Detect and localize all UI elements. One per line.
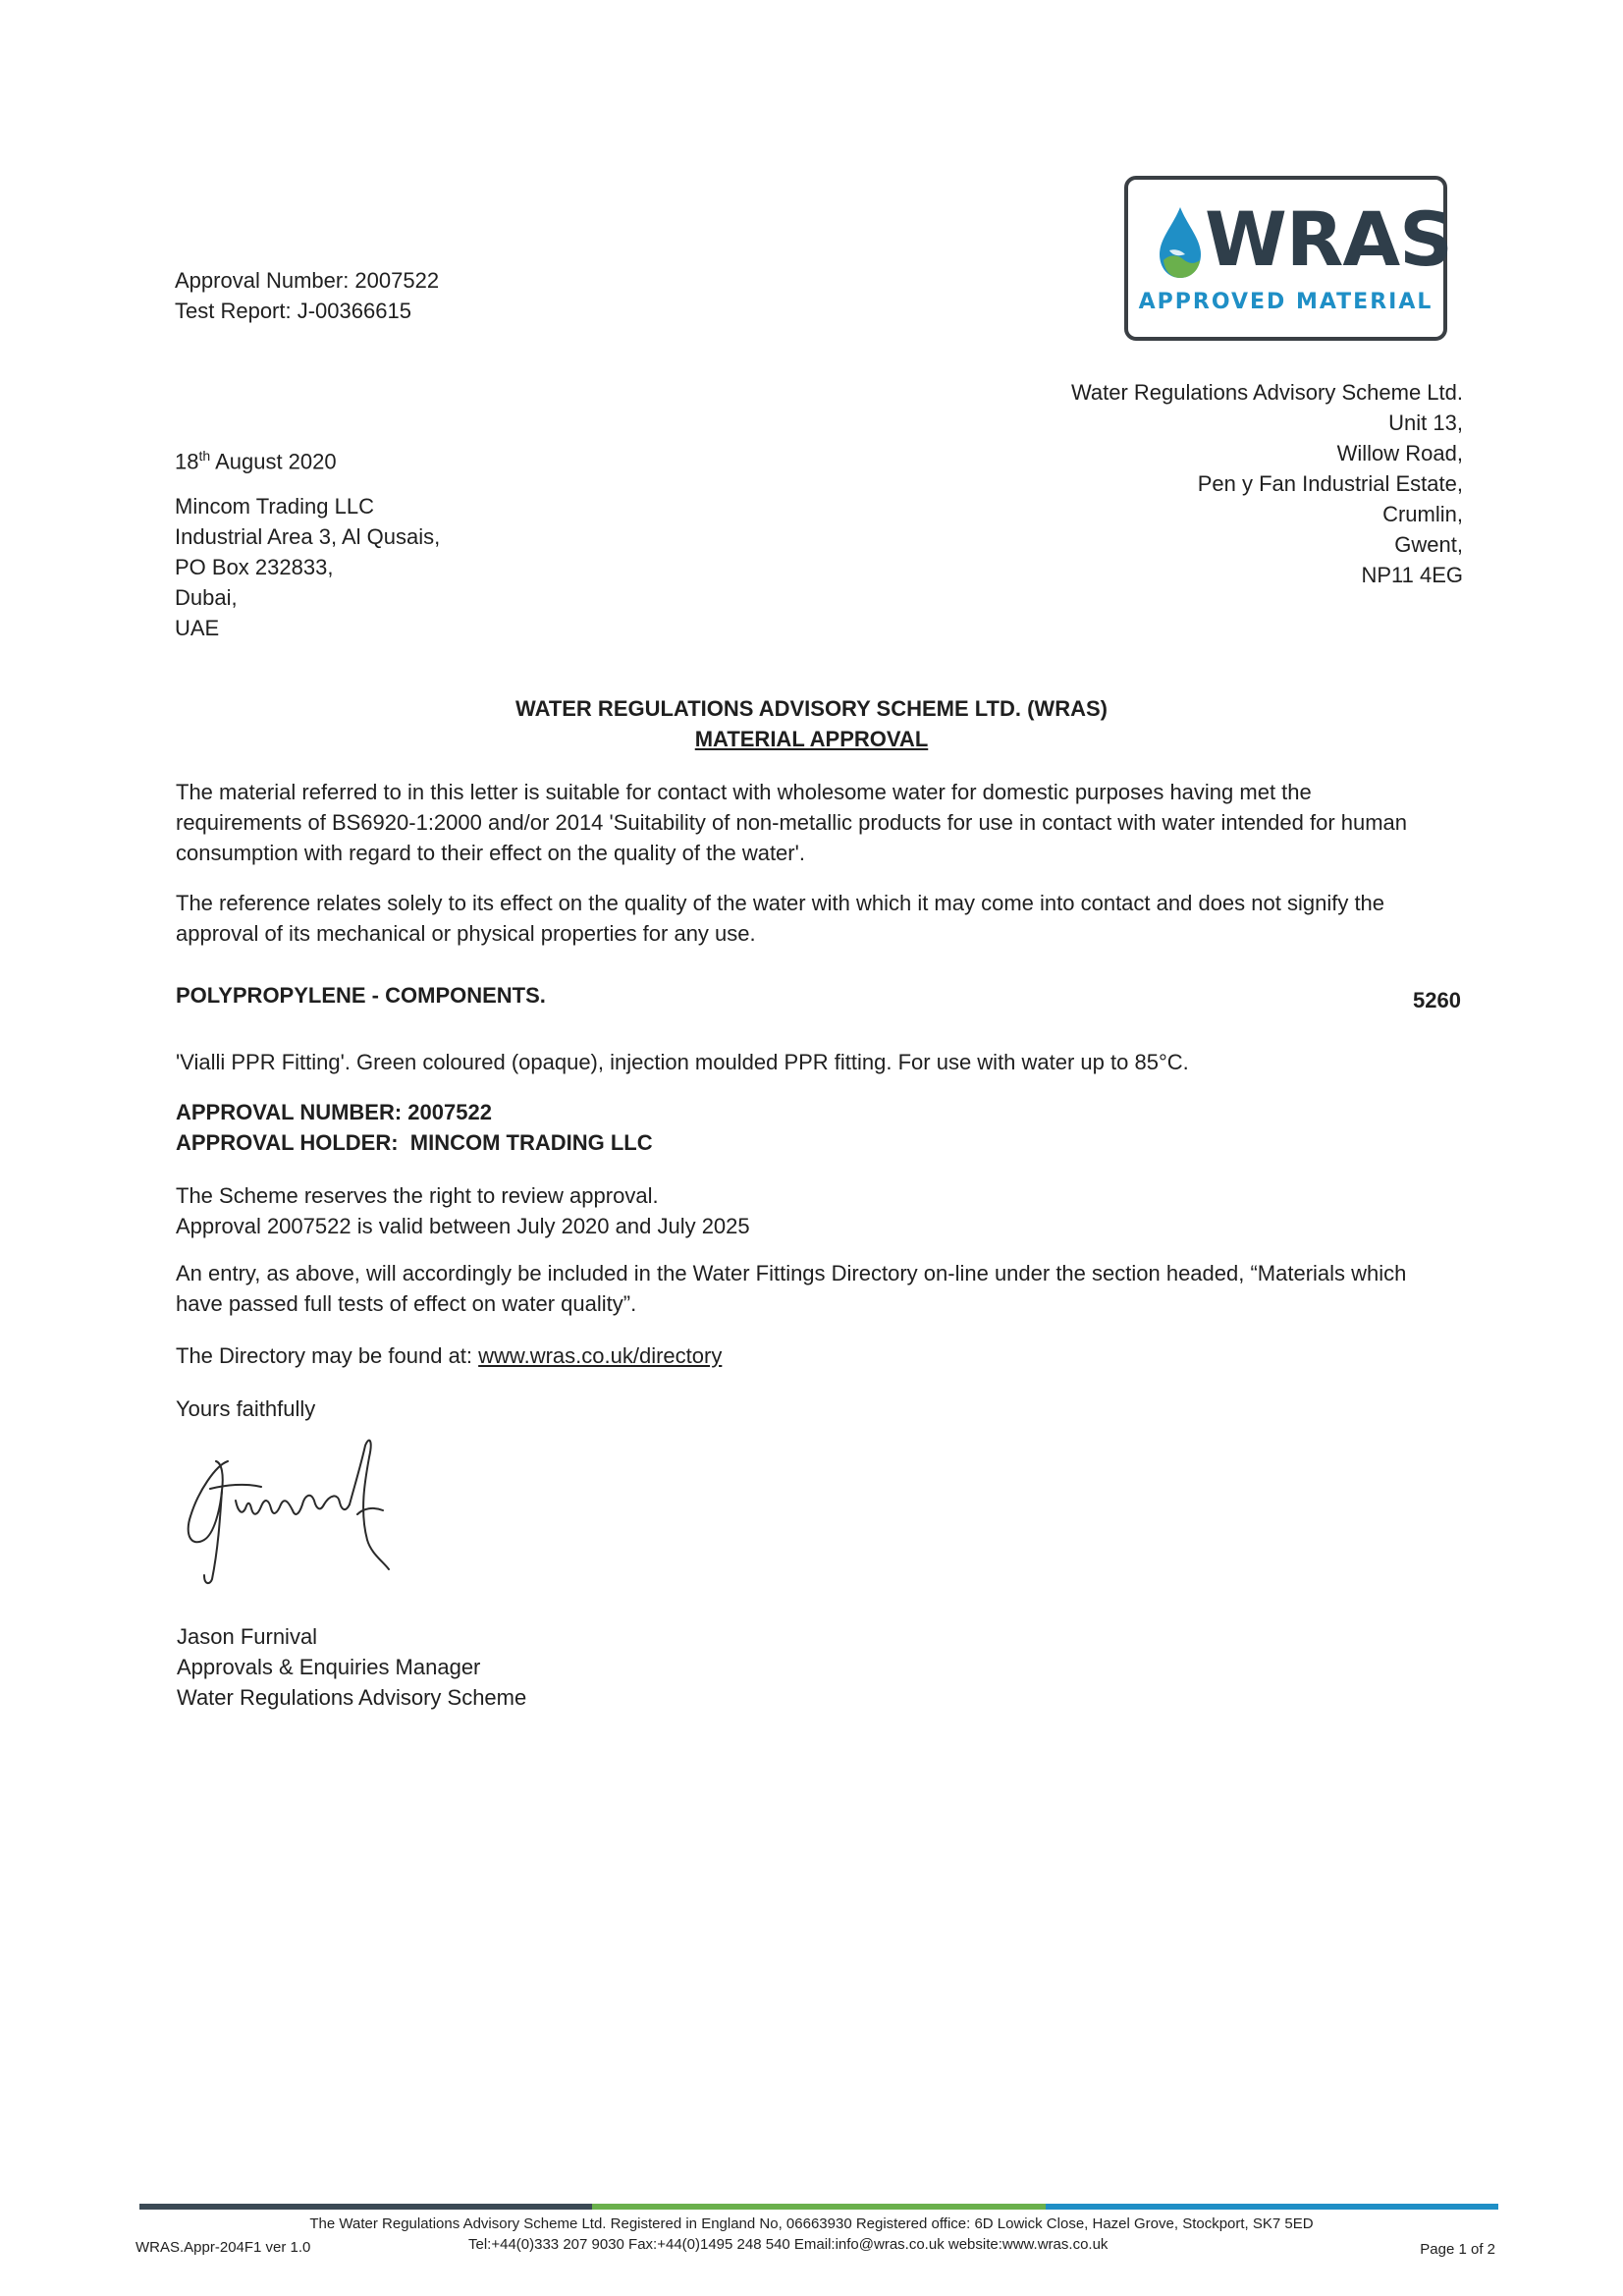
approval-details — [176, 1097, 653, 1158]
rule-segment-blue — [1046, 2204, 1498, 2210]
address-line: Willow Road, — [1336, 441, 1463, 465]
address-line: Crumlin, — [1382, 502, 1463, 526]
wras-approved-material-logo — [1124, 176, 1452, 341]
address-line: PO Box 232833, — [175, 555, 334, 579]
directory-prefix: The Directory may be found at: — [176, 1343, 479, 1368]
date-rest: August 2020 — [210, 449, 337, 474]
footer-page-label: Page 1 of 2 — [1420, 2241, 1495, 2258]
address-line: Gwent, — [1394, 532, 1463, 557]
approval-validity — [176, 1180, 750, 1241]
logo-tagline: APPROVED MATERIAL — [1138, 290, 1434, 314]
paragraph-line: An entry, as above, will accordingly be included in the Water Fittings Directory on-line under the section headed, “Materials which — [176, 1261, 1407, 1285]
footer-color-rule — [139, 2204, 1498, 2210]
water-drop-icon — [1156, 205, 1205, 280]
category-code: 5260 — [1413, 988, 1461, 1012]
paragraph-line: consumption with regard to their effect on the quality of the water'. — [176, 841, 805, 865]
paragraph-line: approval of its mechanical or physical properties for any use. — [176, 921, 756, 946]
paragraph-line: have passed full tests of effect on water quality”. — [176, 1291, 637, 1316]
directory-line — [176, 1340, 722, 1371]
letter-date — [175, 441, 337, 476]
signatory-block — [177, 1621, 526, 1713]
paragraph-line: The material referred to in this letter is suitable for contact with wholesome water for domestic purposes having met the — [176, 780, 1312, 804]
address-line: UAE — [175, 616, 220, 640]
closing-salutation: Yours faithfully — [176, 1396, 316, 1421]
paragraph-line: The reference relates solely to its effect on the quality of the water with which it may come into contact and does not signify the — [176, 891, 1385, 915]
product-description: 'Vialli PPR Fitting'. Green coloured (opaque), injection moulded PPR fitting. For use with water up to 85°C. — [176, 1050, 1189, 1074]
date-day: 18 — [175, 449, 199, 474]
letter-heading — [0, 693, 1623, 754]
handwritten-signature — [177, 1432, 412, 1589]
heading-title: WATER REGULATIONS ADVISORY SCHEME LTD. (WRAS) — [515, 696, 1108, 721]
paragraph-line: requirements of BS6920-1:2000 and/or 2014 'Suitability of non-metallic products for use in contact with water intended for human — [176, 810, 1408, 835]
address-line: Mincom Trading LLC — [175, 494, 374, 519]
address-line: Pen y Fan Industrial Estate, — [1197, 471, 1463, 496]
address-line: NP11 4EG — [1361, 563, 1463, 587]
recipient-address — [175, 491, 440, 643]
reference-block — [175, 265, 439, 326]
test-report-ref: Test Report: J-00366615 — [175, 299, 411, 323]
approval-number: APPROVAL NUMBER: 2007522 — [176, 1100, 492, 1124]
suitability-paragraph — [176, 777, 1407, 868]
validity-line: Approval 2007522 is valid between July 2020 and July 2025 — [176, 1214, 750, 1238]
signatory-title: Approvals & Enquiries Manager — [177, 1655, 481, 1679]
address-line: Water Regulations Advisory Scheme Ltd. — [1070, 380, 1463, 405]
rule-segment-green — [592, 2204, 1045, 2210]
material-category: POLYPROPYLENE - COMPONENTS. — [176, 983, 546, 1008]
logo-wordmark: WRAS — [1205, 195, 1452, 283]
heading-subtitle: MATERIAL APPROVAL — [694, 727, 929, 751]
approval-number-ref: Approval Number: 2007522 — [175, 268, 440, 293]
address-line: Unit 13, — [1388, 410, 1463, 435]
signatory-name: Jason Furnival — [177, 1624, 318, 1649]
date-suffix: th — [198, 448, 211, 464]
directory-link[interactable]: www.wras.co.uk/directory — [478, 1343, 723, 1368]
footer-registration: The Water Regulations Advisory Scheme Ltd. Registered in England No, 06663930 Registered office: 6D Lowick Close, Hazel Grove, Stockport, SK7 5ED — [309, 2215, 1314, 2232]
address-line: Industrial Area 3, Al Qusais, — [175, 524, 441, 549]
sender-address — [1071, 377, 1463, 590]
reference-paragraph — [176, 888, 1384, 949]
address-line: Dubai, — [175, 585, 238, 610]
directory-entry-paragraph — [176, 1258, 1406, 1319]
review-line: The Scheme reserves the right to review approval. — [176, 1183, 659, 1208]
footer-contact: Tel:+44(0)333 207 9030 Fax:+44(0)1495 248 540 Email:info@wras.co.uk website:www.wras.co.uk — [468, 2236, 1109, 2253]
footer-form-ref: WRAS.Appr-204F1 ver 1.0 — [135, 2239, 311, 2256]
rule-segment-dark — [139, 2204, 592, 2210]
approval-holder: APPROVAL HOLDER: MINCOM TRADING LLC — [176, 1130, 653, 1155]
signatory-organisation: Water Regulations Advisory Scheme — [177, 1685, 527, 1710]
